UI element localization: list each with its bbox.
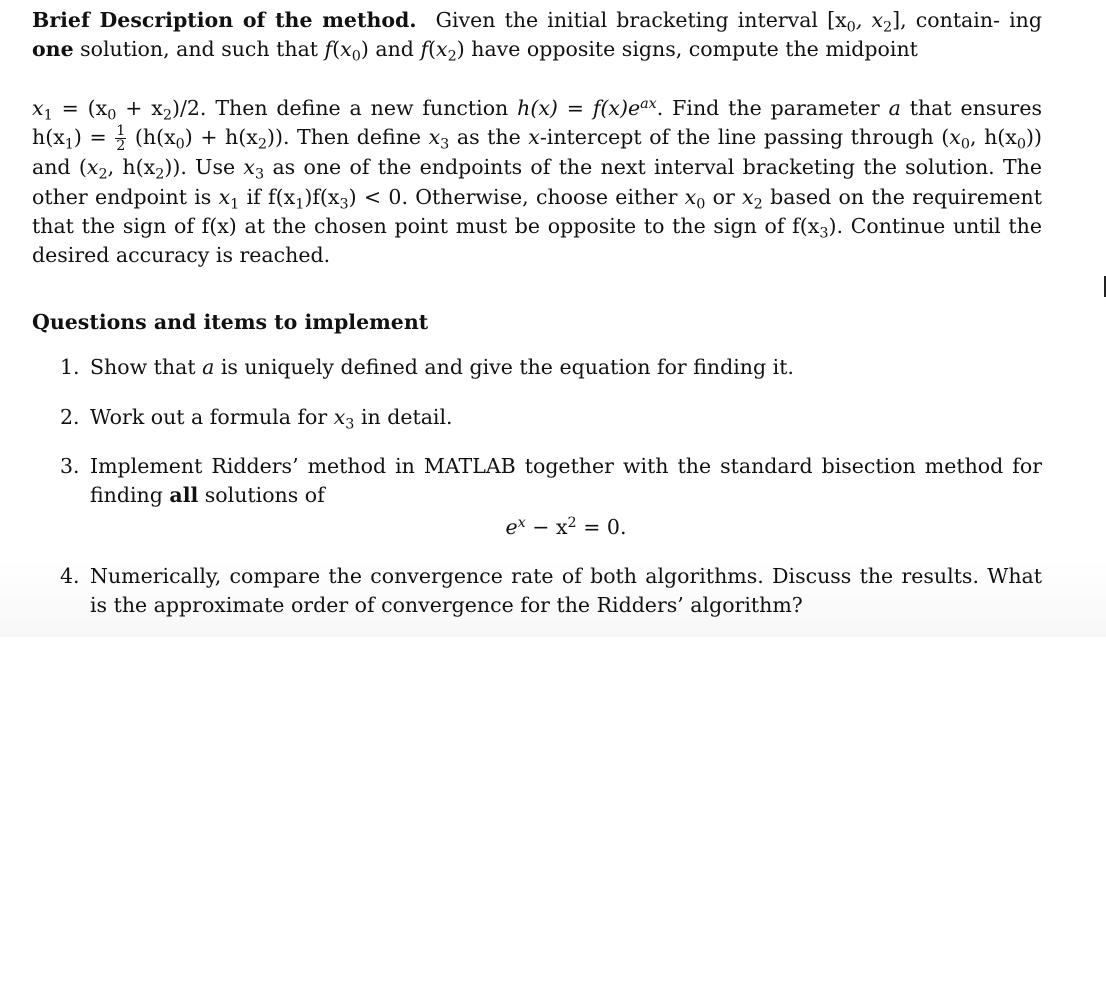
question-item-2: 2. Work out a formula for $x_3$ in detail.: [60, 404, 453, 433]
method-title: Brief Description of the method.: [32, 8, 417, 32]
intro-line2-text: ing one solution, and such that $f(x_0)$ and $f(x_2)$ have opposite signs, compute the midpoint: [32, 8, 1042, 65]
one-half-fraction: $\frac{1}{2}$: [116, 122, 126, 154]
question-item-3: 3. Implement Ridders’ method in MATLAB together with the standard bisection method for finding all solutions of $e^x - x^2 = 0$.: [32, 452, 1042, 542]
display-equation: $e^x - x^2 = 0$.: [505, 514, 627, 539]
intro-line1-text: Given the initial bracketing interval [$x_0$, $x_2$], contain-: [435, 8, 1000, 36]
question-item-1: 1. Show that a is uniquely defined and give the equation for finding it.: [60, 355, 794, 380]
questions-list: [32, 353, 1042, 620]
method-paragraph: $x_1 = (x_0 + x_2)/2$. Then define a new function $h(x) = f(x)e^{ax}$. Find the parameter a that ensures $h(x_1)$ = $\frac{1}{2}$ $(h(x_0) + h(x_2))$. Then define $x_3$ as the x-intercept of the line passing through ($x_0$, $h(x_0)$) and ($x_2$, $h(x_2)$). Use $x_3$ as one of the endpoints of the next interval bracketing the solution. The other endpoint is $x_1$ if $f(x_1)f(x_3) < 0$. Otherwise, choose either $x_0$ or $x_2$ based on the requirement that the sign of f(x) at the chosen point must be opposite to the sign of $f(x_3)$. Continue until the desired accuracy is reached.: [32, 95, 1042, 268]
document-content: [32, 6, 1042, 641]
question-item-4: 4. Numerically, compare the convergence rate of both algorithms. Discuss the results. What is the approximate order of convergence for the Ridders’ algorithm?: [60, 563, 1042, 618]
intro-paragraph: [32, 6, 1042, 65]
questions-heading: Questions and items to implement: [32, 310, 429, 335]
